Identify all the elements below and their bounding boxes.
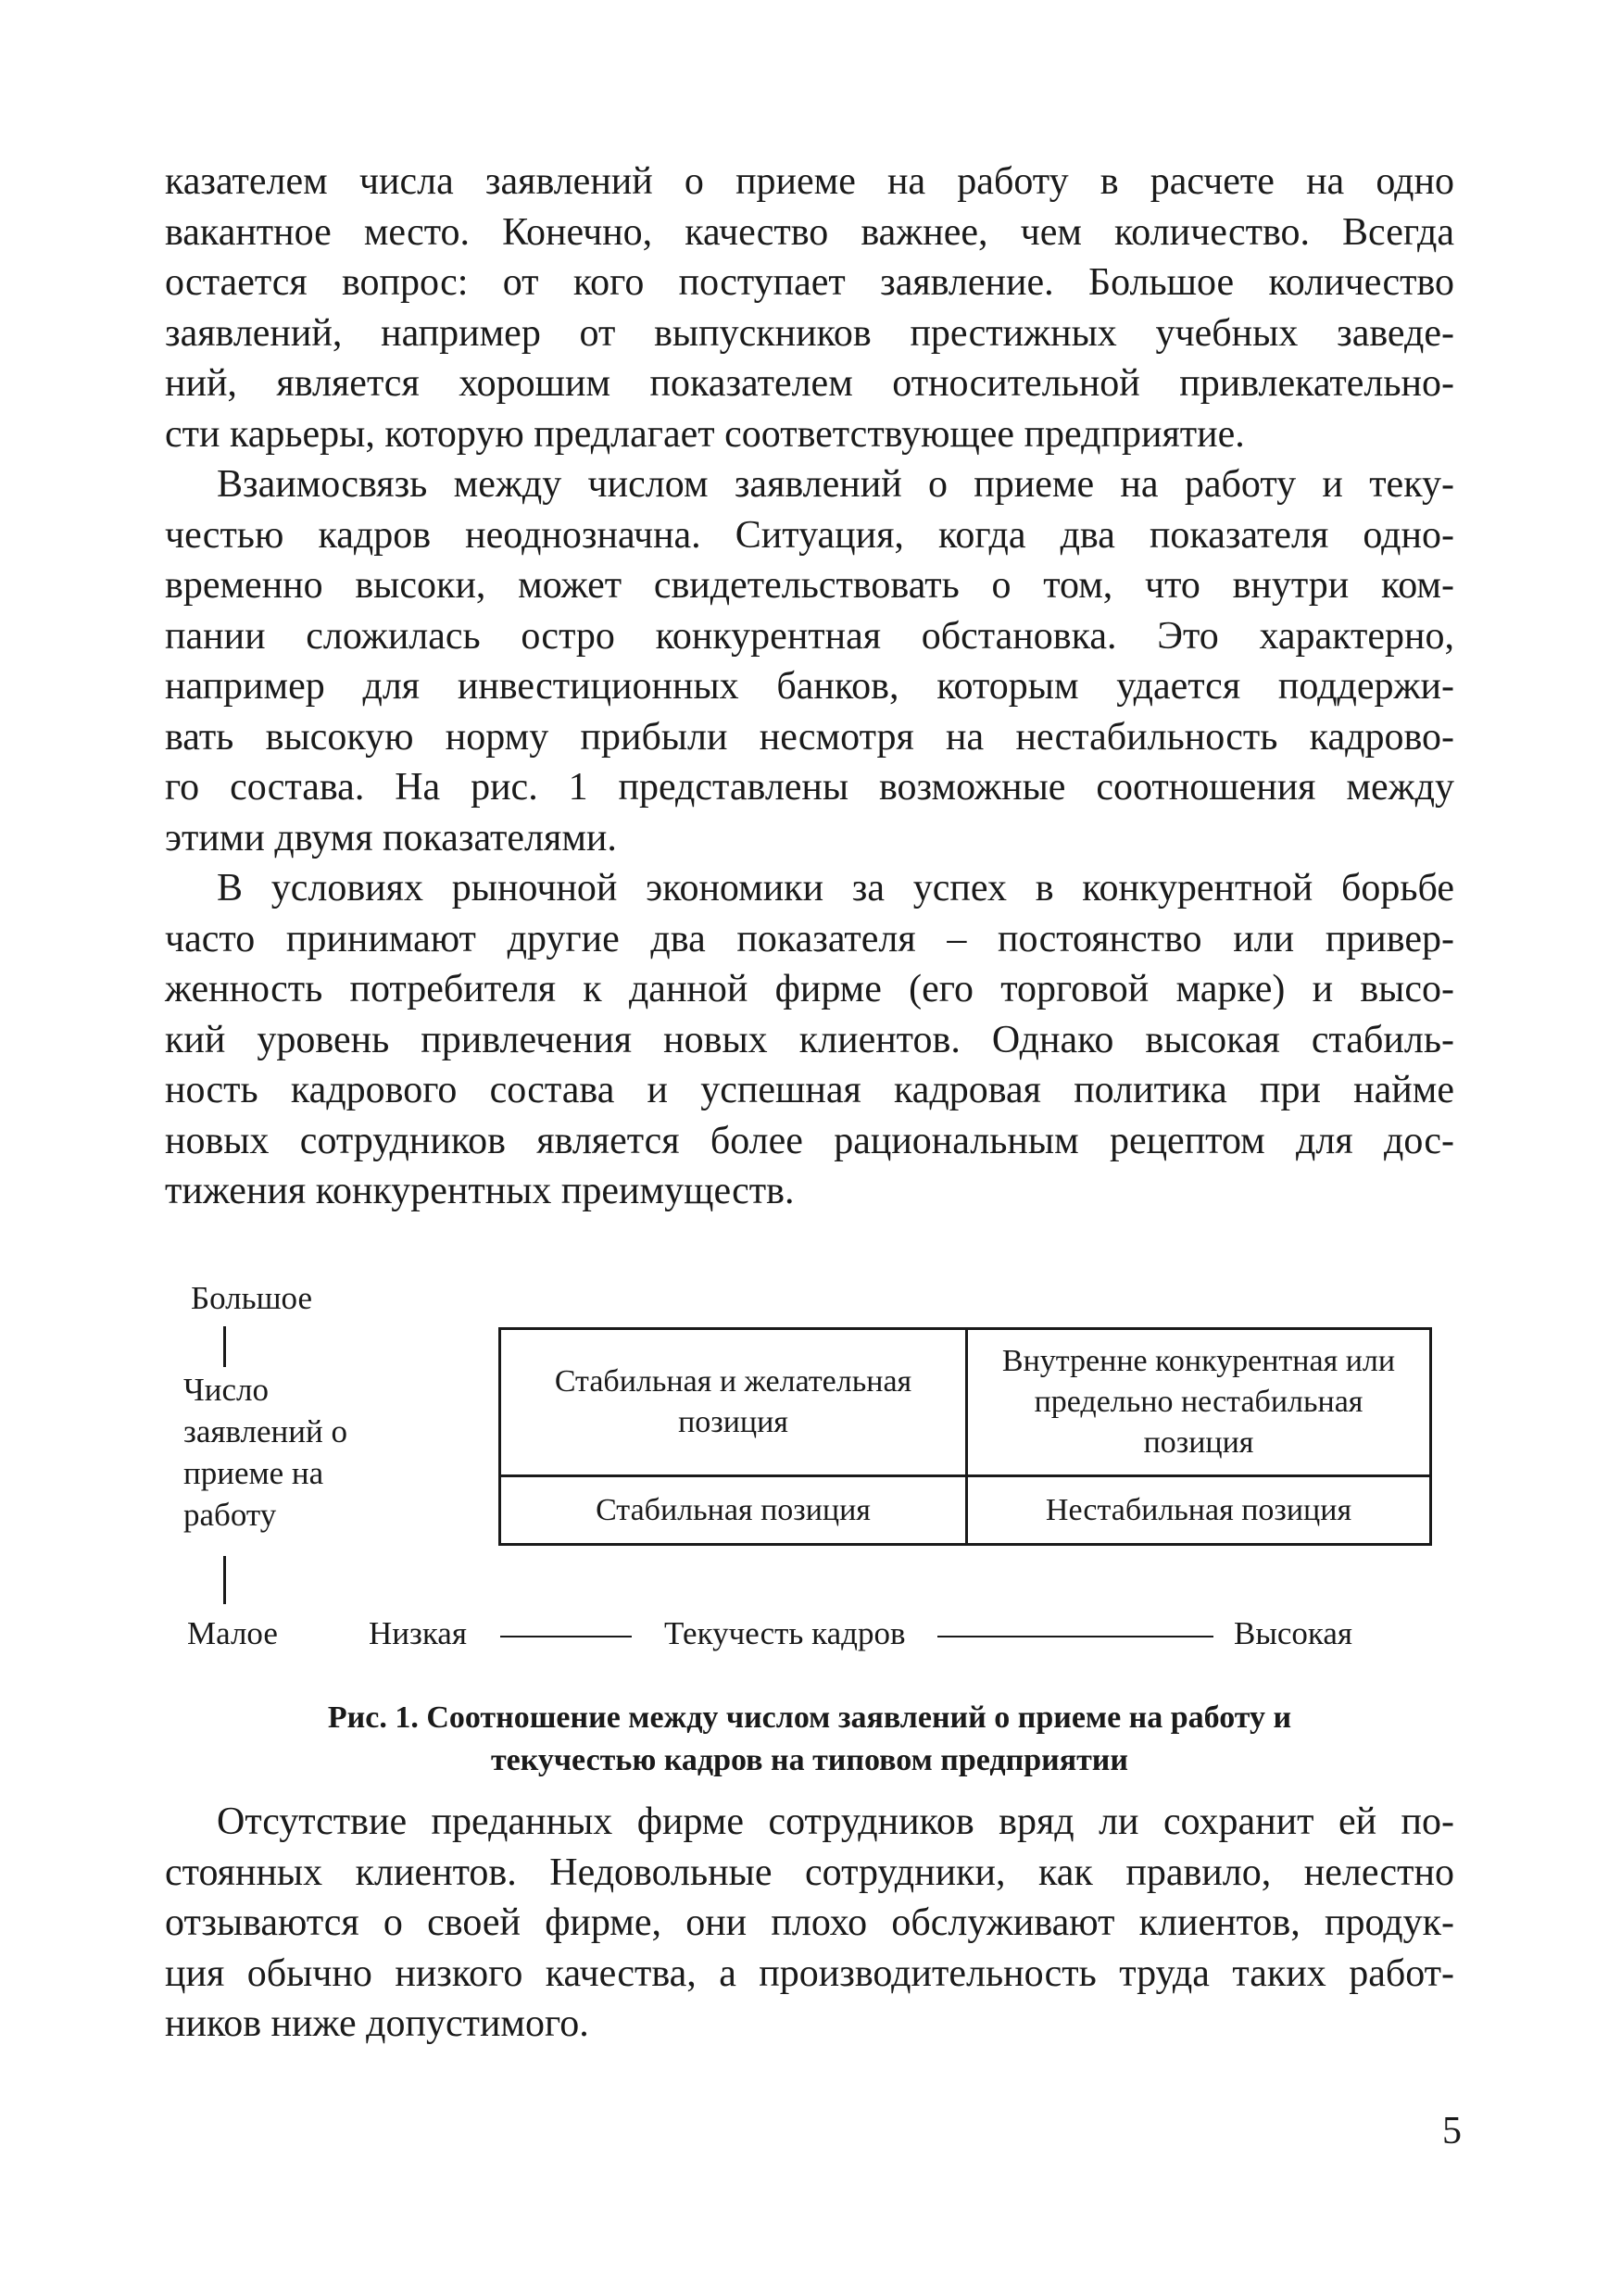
text-line: женность потребителя к данной фирме (его торговой марке) и высо- — [165, 968, 1454, 1010]
matrix-cell-bottom-right: Нестабильная позиция — [1045, 1492, 1352, 1527]
matrix-cell-top-left: Стабильная и желательная позиция — [501, 1330, 968, 1477]
paragraph-4 — [165, 1797, 1454, 2050]
text-line: остается вопрос: от кого поступает заявление. Большое количество — [165, 261, 1454, 304]
x-axis-high-label: Высокая — [1234, 1615, 1353, 1651]
text-line: казателем числа заявлений о приеме на работу в расчете на одно — [165, 160, 1454, 203]
text-line: ция обычно низкого качества, а производительность труда таких работ- — [165, 1951, 1454, 1995]
text-line: сти карьеры, которую предлагает соответствующее предприятие. — [165, 412, 1245, 456]
y-axis-bottom-label: Малое — [187, 1615, 278, 1651]
x-axis-line-left — [500, 1636, 632, 1637]
text-line: кий уровень привлечения новых клиентов. Однако высокая стабиль- — [165, 1018, 1454, 1061]
text-line: вакантное место. Конечно, качество важнее, чем количество. Всегда — [165, 210, 1454, 254]
text-line: вать высокую норму прибыли несмотря на нестабильность кадрово- — [165, 715, 1454, 759]
body-text-bottom — [165, 1797, 1454, 2050]
body-text-top — [165, 157, 1454, 1217]
paragraph-3 — [165, 863, 1454, 1217]
x-axis-low-label: Низкая — [369, 1615, 467, 1651]
text-line: честью кадров неоднозначна. Ситуация, когда два показателя одно- — [165, 513, 1454, 557]
text-line: стоянных клиентов. Недовольные сотрудники, как правило, нелестно — [165, 1851, 1454, 1894]
text-line: тижения конкурентных преимуществ. — [165, 1170, 795, 1212]
matrix-cell-top-right: Внутренне конкурентная или предельно нестабильная позиция — [968, 1330, 1429, 1477]
text-line: заявлений, например от выпускников престижных учебных заведе- — [165, 311, 1454, 355]
position-matrix — [498, 1327, 1432, 1546]
y-axis-line-top — [223, 1326, 226, 1367]
text-line: ность кадрового состава и успешная кадровая политика при найме — [165, 1069, 1454, 1111]
caption-line: текучестью кадров на типовом предприятии — [490, 1743, 1128, 1777]
x-axis-line-right — [937, 1636, 1213, 1637]
text-line: например для инвестиционных банков, которым удается поддержи- — [165, 665, 1454, 708]
paragraph-1 — [165, 157, 1454, 459]
text-line: го состава. На рис. 1 представлены возможные соотношения между — [165, 766, 1454, 809]
paragraph-2 — [165, 459, 1454, 863]
text-line: Отсутствие преданных фирме сотрудников вряд ли сохранит ей по- — [217, 1800, 1454, 1843]
text-line: отзываются о своей фирме, они плохо обслуживают клиентов, продук- — [165, 1901, 1454, 1944]
text-line: В условиях рыночной экономики за успех в конкурентной борьбе — [217, 867, 1454, 910]
y-axis-label: Число заявлений о приеме на работу — [183, 1372, 347, 1533]
text-line: временно высоки, может свидетельствовать о том, что внутри ком- — [165, 564, 1454, 607]
text-line: Взаимосвязь между числом заявлений о приеме на работу и теку- — [217, 463, 1454, 506]
x-axis-label: Текучесть кадров — [664, 1615, 906, 1651]
text-line: часто принимают другие два показателя – постоянство или привер- — [165, 917, 1454, 960]
text-line: пании сложилась остро конкурентная обстановка. Это характерно, — [165, 614, 1454, 658]
text-line: ников ниже допустимого. — [165, 2002, 589, 2045]
page-number: 5 — [1442, 2110, 1462, 2152]
caption-line: Рис. 1. Соотношение между числом заявлений о приеме на работу и — [327, 1700, 1292, 1735]
figure-caption — [165, 1697, 1454, 1782]
text-line: новых сотрудников является более рациональным рецептом для дос- — [165, 1119, 1454, 1162]
y-axis-line-bottom — [223, 1556, 226, 1604]
y-axis-top-label: Большое — [191, 1280, 312, 1316]
text-line: этими двумя показателями. — [165, 816, 617, 859]
matrix-cell-bottom-left: Стабильная позиция — [501, 1477, 968, 1543]
text-line: ний, является хорошим показателем относительной привлекательно- — [165, 362, 1454, 405]
